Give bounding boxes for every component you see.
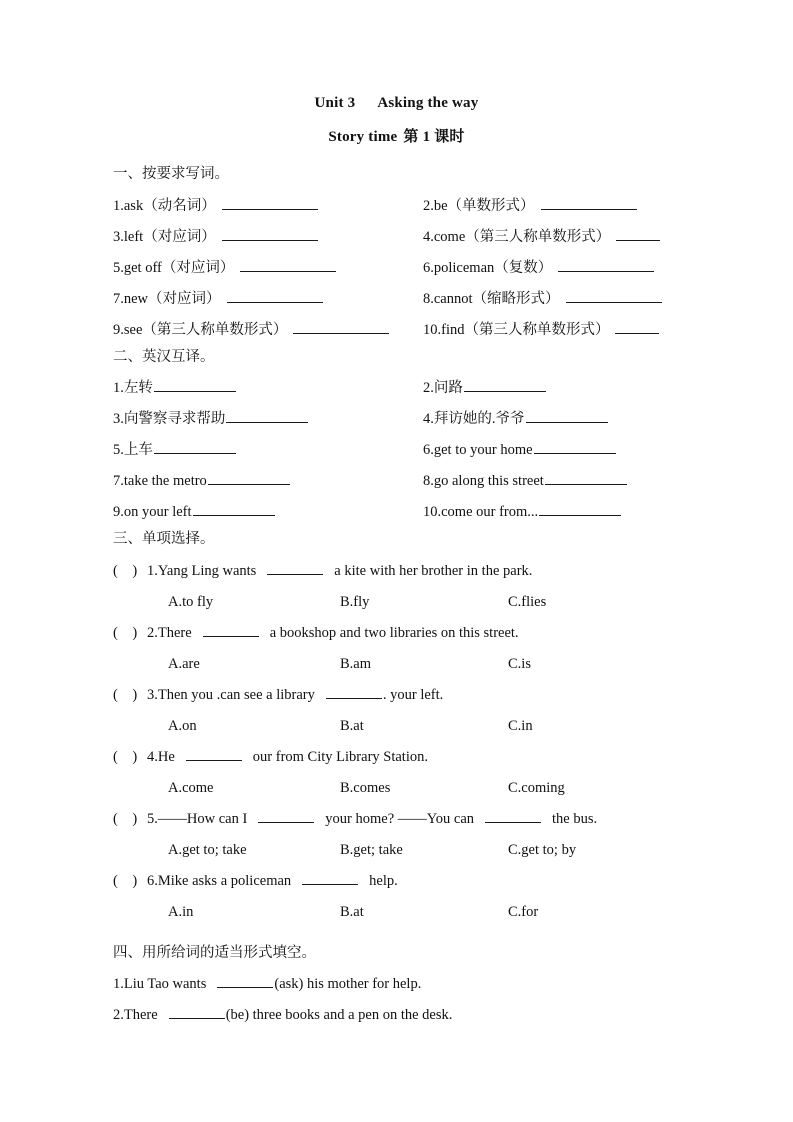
answer-blank[interactable]: [226, 409, 308, 423]
question-stem-mid: your home? ——You can: [325, 810, 475, 827]
item-number: 3.: [113, 228, 124, 245]
answer-bracket[interactable]: ( ): [113, 872, 138, 889]
section-1-row: [113, 288, 680, 319]
answer-bracket[interactable]: ( ): [113, 624, 138, 641]
section-1-row: [113, 319, 680, 350]
answer-blank[interactable]: [186, 747, 242, 761]
item-text-after: (ask) his mother for help.: [274, 976, 422, 992]
option-c[interactable]: C.in: [508, 717, 533, 734]
item-text: 向警察寻求帮助: [123, 411, 226, 427]
answer-blank[interactable]: [217, 974, 273, 988]
item-number: 7.: [113, 290, 124, 307]
answer-blank[interactable]: [222, 227, 318, 241]
question-number: 3.: [147, 686, 158, 703]
item-text-before: Liu Tao wants: [123, 976, 207, 992]
item-number: 2.: [423, 197, 434, 214]
item-number: 4.: [423, 411, 434, 427]
word-item-8: [423, 288, 663, 310]
question-stem-end: . your left.: [382, 686, 444, 703]
word-item-4: [423, 226, 661, 248]
question-number: 6.: [147, 872, 158, 889]
question-stem: Yang Ling wants: [157, 562, 257, 579]
item-text: 左转: [123, 380, 153, 396]
item-number: 1.: [113, 197, 124, 214]
question-stem: ——How can I: [157, 810, 248, 827]
answer-bracket[interactable]: ( ): [113, 562, 138, 579]
item-text: new（对应词）: [123, 290, 221, 307]
answer-blank[interactable]: [464, 378, 546, 392]
option-c[interactable]: C.for: [508, 903, 539, 920]
answer-blank[interactable]: [545, 471, 627, 485]
question-number: 1.: [147, 562, 158, 579]
item-number: 1.: [113, 380, 124, 396]
item-number: 10.: [423, 504, 442, 520]
item-text: take the metro: [123, 473, 207, 489]
answer-blank[interactable]: [293, 320, 389, 334]
item-number: 2.: [423, 380, 434, 396]
item-text: 上车: [123, 442, 153, 458]
option-a[interactable]: A.in: [168, 903, 194, 920]
section-1-heading: 一、按要求写词。: [113, 166, 229, 182]
section-2-row: [113, 501, 680, 532]
item-number: 7.: [113, 473, 124, 489]
mc-question-3: [113, 684, 680, 715]
mc-options-2: [113, 653, 680, 684]
item-number: 8.: [423, 473, 434, 489]
answer-blank[interactable]: [154, 378, 236, 392]
word-item-6: [423, 257, 655, 279]
mc-options-1: [113, 591, 680, 622]
section-2-row: [113, 377, 680, 408]
item-number: 3.: [113, 411, 124, 427]
question-number: 2.: [147, 624, 158, 641]
section-1-row: [113, 226, 680, 257]
word-item-3: [113, 226, 319, 248]
option-b[interactable]: B.at: [340, 903, 364, 920]
section-2-row: [113, 408, 680, 439]
option-b[interactable]: B.am: [340, 655, 372, 672]
mc-question-1: [113, 560, 680, 591]
answer-blank[interactable]: [227, 289, 323, 303]
option-a[interactable]: A.on: [168, 717, 197, 734]
answer-blank[interactable]: [203, 623, 259, 637]
title-topic: Asking the way: [377, 95, 479, 111]
question-number: 5.: [147, 810, 158, 827]
answer-blank[interactable]: [154, 440, 236, 454]
option-c[interactable]: C.flies: [508, 593, 547, 610]
question-number: 4.: [147, 748, 158, 765]
item-text: on your left: [123, 504, 192, 520]
item-text: 拜访她的.爷爷: [433, 411, 525, 427]
section-3-heading: 三、单项选择。: [113, 531, 215, 547]
answer-blank[interactable]: [240, 258, 336, 272]
mc-options-4: [113, 777, 680, 808]
answer-blank[interactable]: [566, 289, 662, 303]
answer-blank[interactable]: [208, 471, 290, 485]
answer-blank[interactable]: [169, 1005, 225, 1019]
item-text: 问路: [433, 380, 463, 396]
answer-blank[interactable]: [616, 227, 660, 241]
question-stem: Then you .can see a library: [157, 686, 315, 703]
word-item-5: [113, 257, 337, 279]
fill-item-2: [113, 1004, 680, 1035]
word-item-7: [113, 288, 324, 310]
item-text: get to your home: [433, 442, 533, 458]
option-c[interactable]: C.coming: [508, 779, 565, 796]
item-text-after: (be) three books and a pen on the desk.: [225, 1007, 453, 1023]
answer-blank[interactable]: [258, 809, 314, 823]
question-stem-end: a kite with her brother in the park.: [334, 562, 533, 579]
question-stem-end: our from City Library Station.: [252, 748, 428, 765]
section-2-row: [113, 470, 680, 501]
item-text: policeman（复数）: [433, 259, 553, 276]
translate-item-5: [113, 439, 237, 461]
translate-item-4: [423, 408, 609, 430]
question-stem: He: [157, 748, 175, 765]
item-text: see（第三人称单数形式）: [123, 321, 288, 338]
subtitle-cn: 第 1 课时: [403, 129, 465, 145]
option-c[interactable]: C.is: [508, 655, 531, 672]
item-number: 5.: [113, 259, 124, 276]
option-b[interactable]: B.at: [340, 717, 364, 734]
item-number: 6.: [423, 442, 434, 458]
word-item-1: [113, 195, 319, 217]
item-number: 10.: [423, 321, 442, 338]
translate-item-2: [423, 377, 547, 399]
item-number: 9.: [113, 504, 124, 520]
question-stem: There: [157, 624, 192, 641]
mc-question-4: [113, 746, 680, 777]
translate-item-3: [113, 408, 309, 430]
section-2-row: [113, 439, 680, 470]
mc-options-6: [113, 901, 680, 932]
question-stem: Mike asks a policeman: [157, 872, 292, 889]
mc-question-6: [113, 870, 680, 901]
translate-item-9: [113, 501, 276, 523]
word-item-2: [423, 195, 638, 217]
mc-options-3: [113, 715, 680, 746]
item-text: find（第三人称单数形式）: [441, 321, 610, 338]
item-number: 8.: [423, 290, 434, 307]
answer-blank[interactable]: [485, 809, 541, 823]
title-unit: Unit 3: [314, 95, 356, 111]
translate-item-10: [423, 501, 622, 523]
section-4-heading: 四、用所给词的适当形式填空。: [113, 944, 316, 961]
item-text: come our from...: [441, 504, 539, 520]
question-stem-end: a bookshop and two libraries on this street.: [269, 624, 519, 641]
translate-item-8: [423, 470, 628, 492]
answer-blank[interactable]: [615, 320, 659, 334]
answer-blank[interactable]: [539, 502, 621, 516]
item-text: be（单数形式）: [433, 197, 535, 214]
option-b[interactable]: B.fly: [340, 593, 370, 610]
option-b[interactable]: B.get; take: [340, 841, 403, 858]
answer-bracket[interactable]: ( ): [113, 810, 138, 827]
answer-blank[interactable]: [558, 258, 654, 272]
option-a[interactable]: A.come: [168, 779, 214, 796]
mc-question-2: [113, 622, 680, 653]
page-title: [113, 96, 680, 111]
option-a[interactable]: A.are: [168, 655, 200, 672]
item-text: get off（对应词）: [123, 259, 235, 276]
answer-bracket[interactable]: ( ): [113, 686, 138, 703]
worksheet-content: [113, 96, 680, 1035]
option-b[interactable]: B.comes: [340, 779, 391, 796]
mc-question-5: [113, 808, 680, 839]
section-2-heading: 二、英汉互译。: [113, 348, 215, 365]
translate-item-1: [113, 377, 237, 399]
item-text: cannot（缩略形式）: [433, 290, 560, 307]
answer-blank[interactable]: [526, 409, 608, 423]
answer-blank[interactable]: [267, 561, 323, 575]
item-text: go along this street: [433, 473, 544, 489]
subtitle-en: Story time: [328, 129, 398, 145]
option-c[interactable]: C.get to; by: [508, 841, 577, 858]
item-number: 2.: [113, 1007, 124, 1023]
answer-blank[interactable]: [326, 685, 382, 699]
word-item-10: [423, 319, 660, 341]
item-number: 4.: [423, 228, 434, 245]
section-1-row: [113, 257, 680, 288]
answer-blank[interactable]: [534, 440, 616, 454]
answer-blank[interactable]: [193, 502, 275, 516]
fill-item-1: [113, 973, 680, 1004]
translate-item-6: [423, 439, 617, 461]
item-text-before: There: [123, 1007, 158, 1023]
question-stem-end: the bus.: [552, 810, 598, 827]
item-text: left（对应词）: [123, 228, 216, 245]
mc-options-5: [113, 839, 680, 870]
translate-item-7: [113, 470, 291, 492]
item-text: ask（动名词）: [123, 197, 216, 214]
page-subtitle: [113, 130, 680, 145]
item-text: come（第三人称单数形式）: [433, 228, 611, 245]
answer-bracket[interactable]: ( ): [113, 748, 138, 765]
item-number: 9.: [113, 321, 124, 338]
option-a[interactable]: A.to fly: [168, 593, 214, 610]
item-number: 6.: [423, 259, 434, 276]
item-number: 1.: [113, 976, 124, 992]
question-stem-end: help.: [369, 872, 398, 889]
section-1-row: [113, 195, 680, 226]
word-item-9: [113, 319, 390, 341]
option-a[interactable]: A.get to; take: [168, 841, 247, 858]
answer-blank[interactable]: [222, 196, 318, 210]
answer-blank[interactable]: [541, 196, 637, 210]
answer-blank[interactable]: [302, 871, 358, 885]
item-number: 5.: [113, 442, 124, 458]
